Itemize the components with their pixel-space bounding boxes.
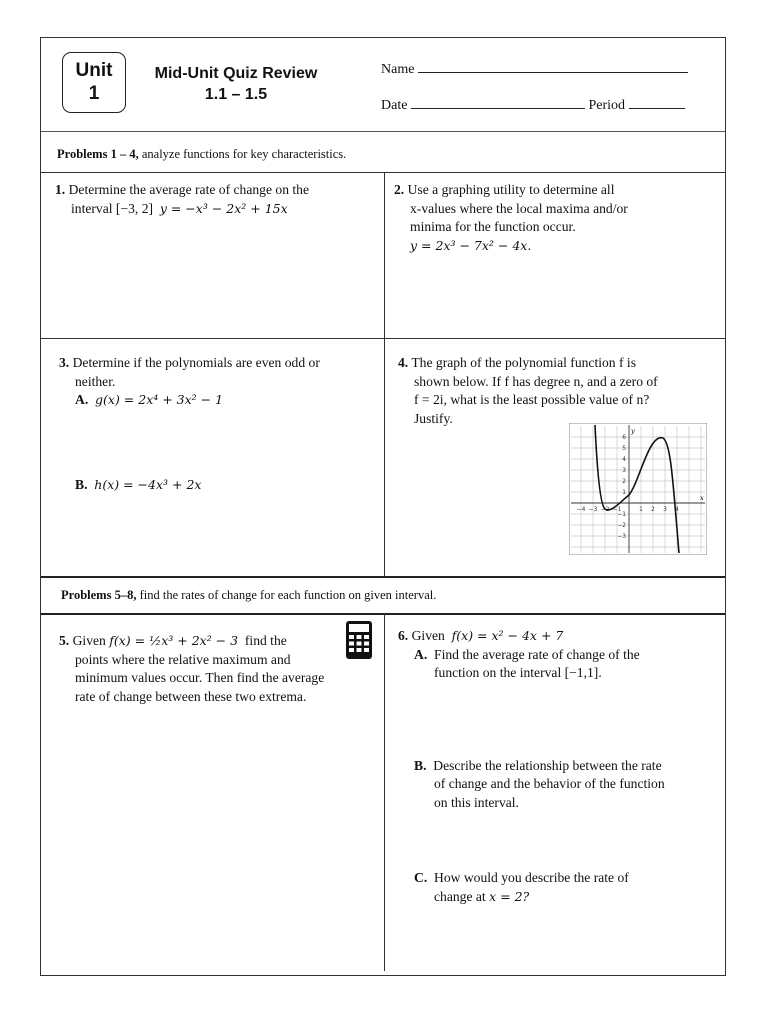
y-tick-label: −3	[617, 534, 626, 540]
problem-text: Use a graphing utility to determine all	[407, 182, 615, 197]
graph-frame	[569, 423, 707, 555]
worksheet	[40, 37, 726, 976]
divider	[41, 172, 725, 173]
problem-text: Determine if the polynomials are even odd or	[72, 355, 320, 370]
y-tick-label: −1	[617, 512, 626, 518]
section-2-banner-bold: Problems 5–8,	[61, 588, 137, 602]
problem-6	[398, 627, 720, 906]
unit-badge	[62, 52, 126, 113]
divider	[41, 338, 725, 339]
period-field[interactable]	[629, 96, 685, 109]
problem-text: Determine the average rate of change on the	[68, 182, 310, 197]
part-label: A.	[75, 392, 89, 407]
problem-number: 1.	[55, 182, 66, 197]
y-tick-label: 6	[622, 435, 626, 441]
page-title	[141, 63, 331, 105]
problem-text: of change and the behavior of the function	[434, 776, 665, 791]
name-row	[381, 60, 688, 78]
problem-number: 3.	[59, 355, 70, 370]
problem-text: Given	[72, 633, 106, 648]
problem-text: function on the interval [−1,1].	[434, 665, 602, 680]
problem-text: x-values where the local maxima and/or	[410, 200, 628, 216]
problem-text: on this interval.	[434, 794, 519, 810]
problem-text: f = 2i, what is the least possible value of n?	[414, 392, 650, 407]
period-label: Period	[588, 98, 625, 113]
divider	[41, 576, 725, 578]
equation: f(x) = x² − 4x + 7	[451, 628, 564, 643]
x-tick-label: −3	[588, 507, 598, 513]
date-label: Date	[381, 98, 408, 113]
x-tick-label: −1	[612, 507, 622, 513]
problem-text: Find the average rate of change of the	[434, 646, 640, 662]
section-1-banner-text: analyze functions for key characteristics.	[141, 147, 347, 161]
y-axis-label: y	[631, 427, 635, 435]
problem-text: minimum values occur. Then find the average	[75, 670, 325, 685]
equation: f(x) = ½x³ + 2x² − 3	[109, 633, 239, 648]
x-tick-label: 1	[639, 507, 643, 513]
section-2-banner-text: find the rates of change for each function on given interval.	[139, 588, 437, 602]
problem-5	[59, 632, 379, 706]
y-tick-label: −2	[617, 523, 626, 529]
x-tick-label: −4	[576, 507, 586, 513]
column-divider	[384, 172, 385, 576]
problem-1	[55, 181, 380, 218]
x-axis-label: x	[700, 494, 704, 502]
x-tick-label: −2	[600, 507, 610, 513]
equation: y = −x³ − 2x² + 15x	[159, 200, 288, 216]
part-label: B.	[75, 476, 88, 492]
y-tick-label: 2	[622, 479, 626, 485]
equation: g(x) = 2x⁴ + 3x² − 1	[95, 392, 224, 407]
divider	[41, 131, 725, 132]
y-tick-label: 3	[622, 468, 626, 474]
x-tick-label: 3	[663, 507, 667, 513]
problem-text: neither.	[75, 373, 116, 389]
x-tick-label: 4	[675, 507, 679, 513]
calculator-icon	[345, 620, 373, 660]
problem-text: interval [−3, 2]	[71, 200, 154, 216]
y-tick-label: 1	[622, 490, 626, 496]
equation: y = 2x³ − 7x² − 4x.	[410, 237, 532, 253]
date-field[interactable]	[411, 96, 585, 109]
section-2-banner	[61, 588, 436, 603]
name-field[interactable]	[418, 60, 688, 73]
problem-text: points where the relative maximum and	[75, 651, 291, 667]
polynomial-graph	[569, 423, 707, 555]
section-1-banner	[57, 147, 346, 162]
column-divider	[384, 614, 385, 971]
problem-text: Given	[411, 628, 445, 643]
problem-text: change at	[434, 888, 486, 904]
equation: x = 2?	[489, 888, 530, 904]
problem-text: rate of change between these two extrema.	[75, 688, 307, 704]
problem-number: 5.	[59, 633, 70, 648]
problem-text: minima for the function occur.	[410, 219, 576, 234]
part-label: A.	[414, 646, 428, 662]
equation: h(x) = −4x³ + 2x	[94, 476, 202, 492]
subtitle-text: 1.1 – 1.5	[204, 86, 268, 103]
problem-number: 2.	[394, 182, 405, 197]
date-row	[381, 96, 685, 114]
part-label: B.	[414, 757, 427, 773]
problem-number: 6.	[398, 628, 409, 643]
problem-text: find the	[244, 633, 287, 648]
problem-text: Describe the relationship between the rate	[433, 757, 662, 773]
y-tick-label: 4	[622, 457, 626, 463]
section-1-banner-bold: Problems 1 – 4,	[57, 147, 139, 161]
problem-text: Justify.	[414, 410, 453, 426]
problem-text: shown below. If f has degree n, and a zero of	[414, 373, 658, 389]
name-label: Name	[381, 62, 415, 77]
problem-2	[394, 181, 719, 255]
problem-text: The graph of the polynomial function f is	[411, 355, 636, 370]
problem-4	[398, 354, 720, 428]
part-label: C.	[414, 870, 428, 885]
unit-label: Unit	[75, 60, 113, 81]
divider	[41, 613, 725, 615]
x-tick-label: 2	[651, 507, 655, 513]
problem-3	[59, 354, 381, 494]
unit-number: 1	[88, 83, 100, 104]
problem-number: 4.	[398, 355, 409, 370]
title-text: Mid-Unit Quiz Review	[154, 65, 318, 82]
y-tick-label: 5	[622, 446, 626, 452]
problem-text: How would you describe the rate of	[434, 870, 629, 885]
